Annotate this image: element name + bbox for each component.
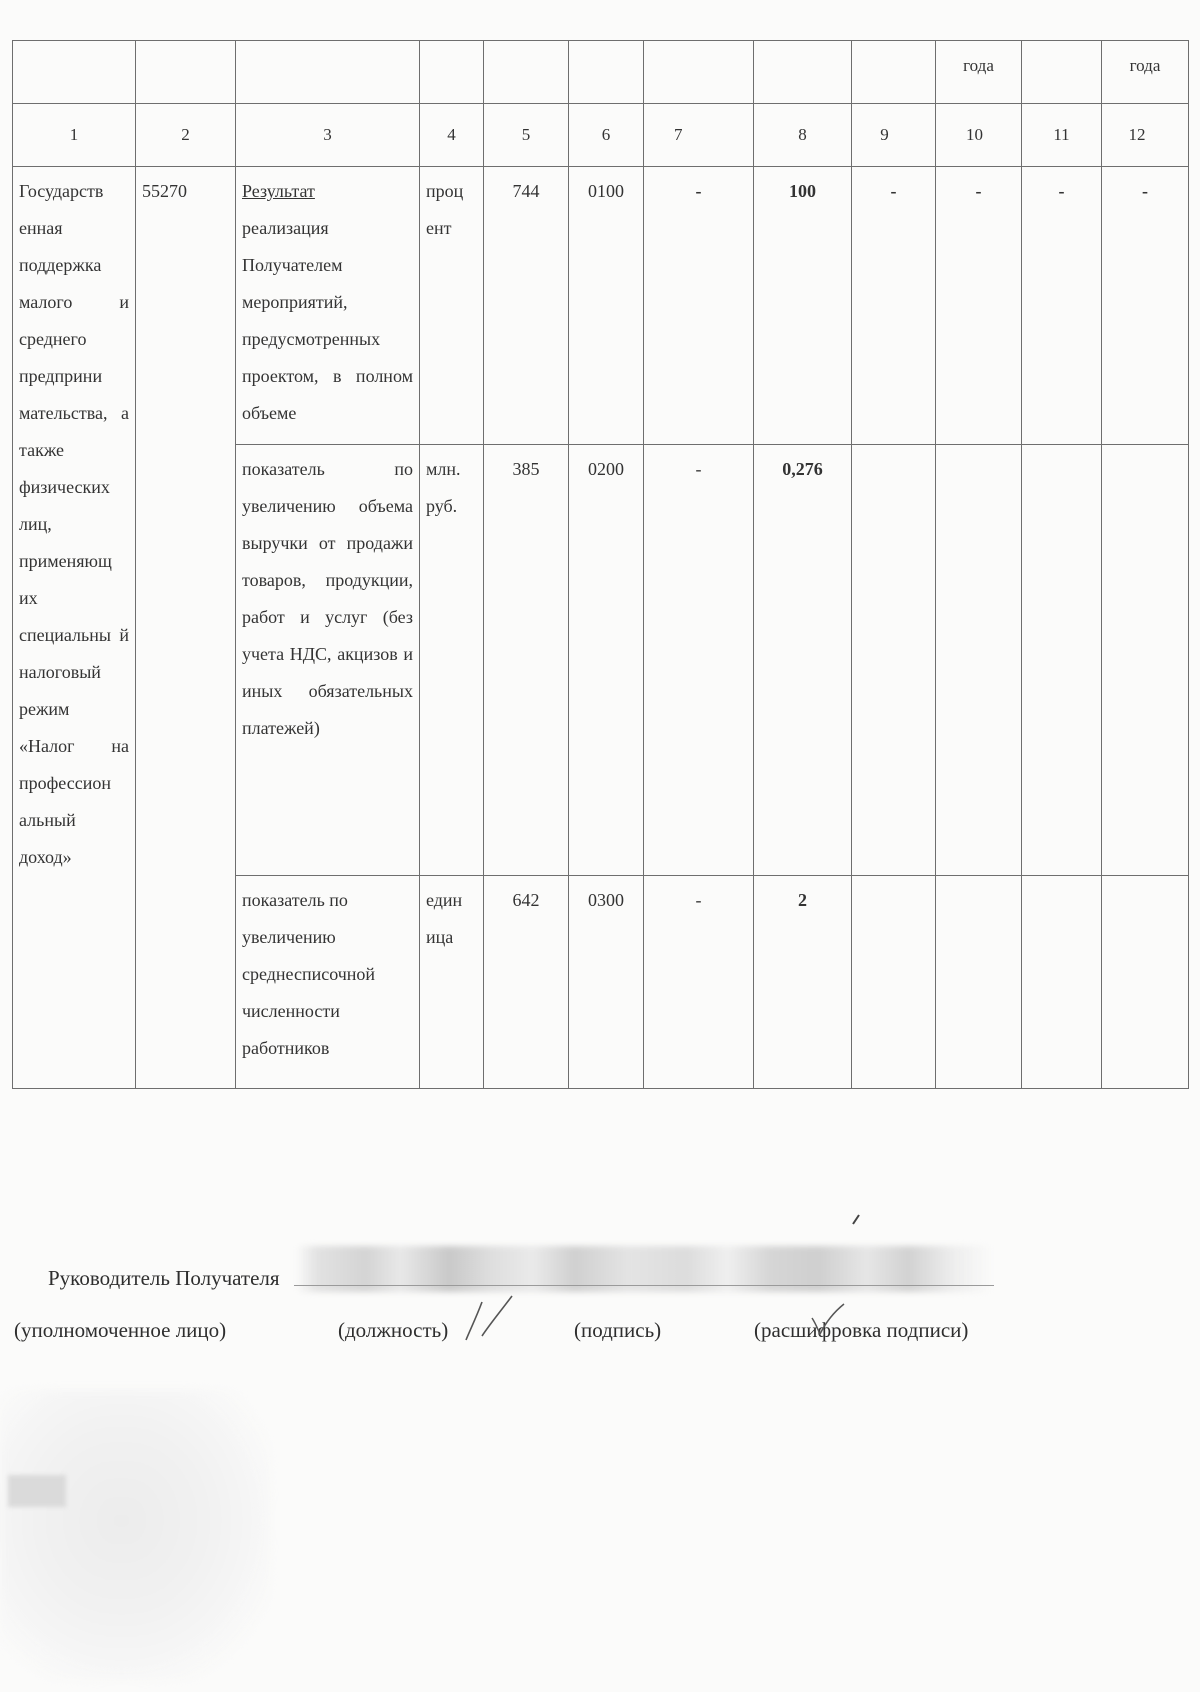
column-number: 11 bbox=[1022, 104, 1102, 167]
line-code-cell: 0300 bbox=[569, 876, 644, 1089]
unit-cell: млн. руб. bbox=[420, 445, 484, 876]
unit-cell: един ица bbox=[420, 876, 484, 1089]
header-cell bbox=[13, 41, 136, 104]
signature-line bbox=[294, 1285, 994, 1286]
value-col11 bbox=[1022, 445, 1102, 876]
value-col10 bbox=[936, 876, 1022, 1089]
indicator-cell bbox=[236, 167, 420, 445]
value-col7: - bbox=[644, 445, 754, 876]
header-cell bbox=[754, 41, 852, 104]
unit-cell: проц ент bbox=[420, 167, 484, 445]
column-number: 3 bbox=[236, 104, 420, 167]
decoding-caption: (расшифровка подписи) bbox=[754, 1318, 969, 1342]
column-number: 6 bbox=[569, 104, 644, 167]
redacted-stamp-fragment bbox=[8, 1475, 66, 1507]
column-number: 12 bbox=[1102, 104, 1189, 167]
header-cell bbox=[136, 41, 236, 104]
value-col12 bbox=[1102, 445, 1189, 876]
value-col8: 2 bbox=[754, 876, 852, 1089]
column-number: 9 bbox=[852, 104, 936, 167]
value-col8: 100 bbox=[754, 167, 852, 445]
column-number: 10 bbox=[936, 104, 1022, 167]
header-cell bbox=[852, 41, 936, 104]
value-col12: - bbox=[1102, 167, 1189, 445]
indicator-cell: показатель по увеличению среднесписочной численности работников bbox=[236, 876, 420, 1089]
value-col10: - bbox=[936, 167, 1022, 445]
redacted-stamp bbox=[0, 1390, 270, 1680]
line-code-cell: 0100 bbox=[569, 167, 644, 445]
okei-cell: 385 bbox=[484, 445, 569, 876]
value-col7: - bbox=[644, 876, 754, 1089]
indicator-text: реализация Получателем мероприятий, предусмотренных проектом, в полном объеме bbox=[242, 218, 413, 423]
column-number: 5 bbox=[484, 104, 569, 167]
value-col11: - bbox=[1022, 167, 1102, 445]
signature-label: Руководитель Получателя bbox=[48, 1266, 280, 1290]
header-cell bbox=[1022, 41, 1102, 104]
header-cell bbox=[484, 41, 569, 104]
column-number: 1 bbox=[13, 104, 136, 167]
signature-caption: (подпись) bbox=[574, 1318, 662, 1342]
value-col9 bbox=[852, 876, 936, 1089]
okei-cell: 744 bbox=[484, 167, 569, 445]
column-number: 7 bbox=[644, 104, 754, 167]
column-number: 4 bbox=[420, 104, 484, 167]
header-cell bbox=[420, 41, 484, 104]
okei-cell: 642 bbox=[484, 876, 569, 1089]
signature-stroke-icon bbox=[460, 1290, 520, 1350]
value-col7: - bbox=[644, 167, 754, 445]
header-cell bbox=[569, 41, 644, 104]
group-code-cell: 55270 bbox=[136, 167, 236, 1089]
pen-mark-icon bbox=[850, 1212, 866, 1228]
result-label: Результат bbox=[242, 181, 315, 201]
header-cell bbox=[644, 41, 754, 104]
column-number: 8 bbox=[754, 104, 852, 167]
signature-check-icon bbox=[808, 1300, 848, 1340]
header-goda-col12: года bbox=[1102, 41, 1189, 104]
report-table bbox=[12, 40, 1189, 1089]
column-number: 2 bbox=[136, 104, 236, 167]
value-col8: 0,276 bbox=[754, 445, 852, 876]
value-col9: - bbox=[852, 167, 936, 445]
group-name-cell: Государств енная поддержка малого и среднего предприни мательства, а также физических лиц, применяющ их специальны й налоговый режим «Налог на профессион альный доход» bbox=[13, 167, 136, 1089]
signature-sublabel: (уполномоченное лицо) bbox=[14, 1318, 227, 1342]
value-col9 bbox=[852, 445, 936, 876]
header-row-numbers bbox=[13, 104, 1189, 167]
value-col10 bbox=[936, 445, 1022, 876]
indicator-cell: показатель по увеличению объема выручки от продажи товаров, продукции, работ и услуг (без учета НДС, акцизов и иных обязательных платежей) bbox=[236, 445, 420, 876]
value-col12 bbox=[1102, 876, 1189, 1089]
line-code-cell: 0200 bbox=[569, 445, 644, 876]
header-row-top bbox=[13, 41, 1189, 104]
table-row bbox=[13, 167, 1189, 445]
header-cell bbox=[236, 41, 420, 104]
value-col11 bbox=[1022, 876, 1102, 1089]
header-goda-col10: года bbox=[936, 41, 1022, 104]
position-caption: (должность) bbox=[338, 1318, 449, 1342]
